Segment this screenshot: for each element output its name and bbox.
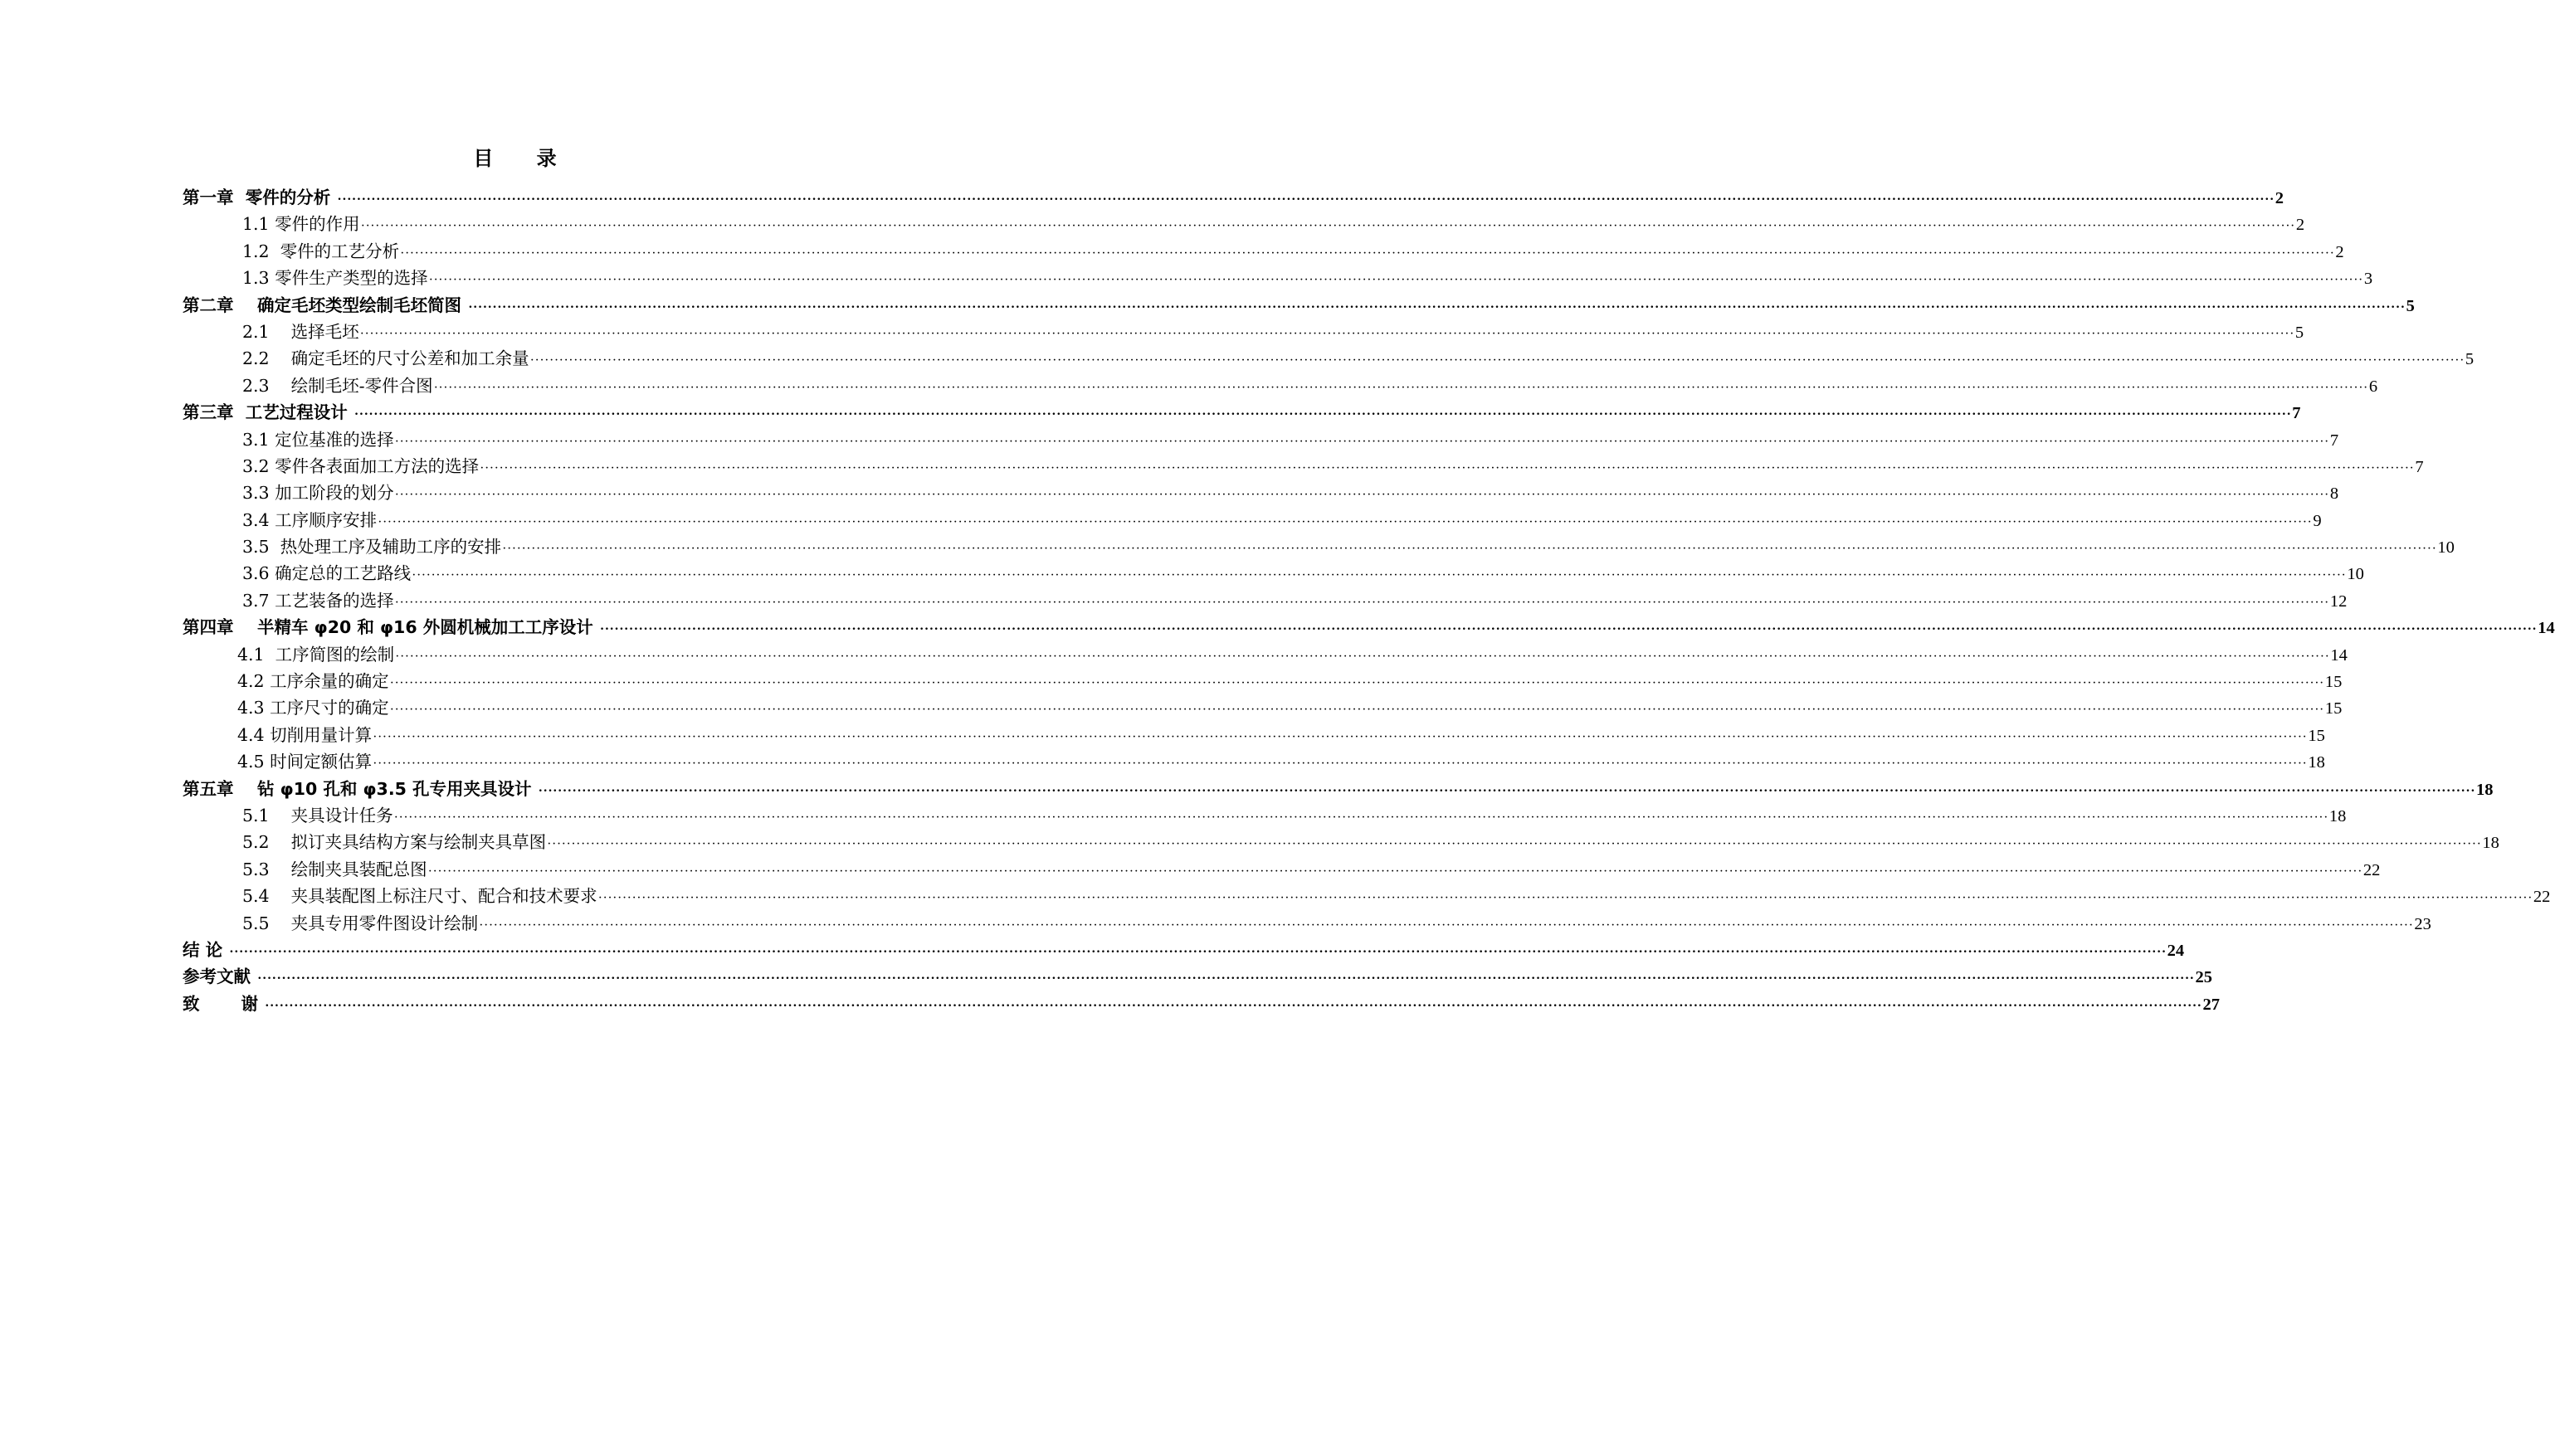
toc-section-entry — [183, 426, 2339, 453]
toc-entry-label: 1.3 零件生产类型的选择 — [242, 268, 428, 289]
toc-entry-label: 3.6 确定总的工艺路线 — [242, 563, 412, 584]
toc-section-entry — [183, 480, 2339, 506]
toc-section-entry — [183, 668, 2343, 694]
dot-leader: ················································································································································································································································································································································································································ — [427, 864, 2362, 879]
dot-leader: ················································································································································································································································································································································································································ — [373, 729, 2308, 744]
toc-page-number: 12 — [2329, 592, 2348, 611]
dot-leader: ················································································································································································································································································································································································································ — [394, 595, 2329, 610]
toc-entry-label: 5.4 夹具装配图上标注尺寸、配合和技术要求 — [242, 886, 597, 907]
dot-leader: ················································································································································································································································································································································································································ — [480, 460, 2415, 475]
toc-page-number: 3 — [2363, 270, 2373, 289]
toc-chapter-entry — [183, 292, 2415, 319]
dot-leader: ················································································································································································································································································································································································································ — [547, 837, 2482, 852]
toc-entry-label: 5.3 绘制夹具装配总图 — [242, 859, 427, 879]
toc-section-entry — [183, 265, 2373, 291]
dot-leader: ················································································································································································································································································································································································································ — [529, 353, 2465, 368]
dot-leader: ················································································································································································································································································································································································································ — [359, 326, 2294, 341]
toc-entry-label: 3.2 零件各表面加工方法的选择 — [242, 455, 480, 476]
toc-page-number: 7 — [2329, 431, 2339, 450]
toc-entry-label: 结 论 — [183, 939, 229, 960]
toc-entry-label: 第一章 零件的分析 — [183, 187, 337, 207]
toc-chapter-entry — [183, 963, 2213, 990]
dot-leader: ················································································································································································································································································································································································································ — [394, 488, 2329, 503]
toc-entry-label: 4.4 切削用量计算 — [237, 724, 373, 745]
dot-leader: ················································································································································································································································································································································································································ — [597, 891, 2533, 906]
toc-page-number: 18 — [2328, 806, 2347, 825]
toc-entry-label: 2.3 绘制毛坯-零件合图 — [242, 375, 433, 396]
toc-page-number: 2 — [2275, 189, 2284, 207]
toc-entry-label: 致 谢 — [183, 993, 265, 1014]
toc-entry-label: 4.2 工序余量的确定 — [237, 671, 389, 692]
dot-leader: ················································································································································································································································································································································································································ — [389, 703, 2324, 718]
toc-page-number: 5 — [2294, 323, 2304, 342]
dot-leader: ················································································································································································································································································································································································································ — [502, 542, 2437, 557]
toc-entry-label: 第四章 半精车 φ20 和 φ16 外圆机械加工工序设计 — [183, 617, 599, 638]
toc-page-number: 22 — [2362, 860, 2381, 879]
toc-section-entry — [183, 211, 2305, 237]
toc-page-number: 2 — [2295, 216, 2305, 235]
toc-entry-label: 3.1 定位基准的选择 — [242, 429, 394, 450]
toc-section-entry — [183, 748, 2325, 775]
dot-leader: ················································································································································································································································································································································································································ — [468, 299, 2406, 314]
toc-entry-label: 3.5 热处理工序及辅助工序的安排 — [242, 537, 502, 558]
toc-page-number: 14 — [2538, 619, 2555, 638]
toc-entry-label: 3.7 工艺装备的选择 — [242, 590, 394, 611]
toc-page-number: 10 — [2347, 565, 2364, 584]
toc-entry-label: 参考文献 — [183, 967, 257, 987]
toc-page-number: 10 — [2437, 538, 2455, 558]
toc-page-number: 24 — [2167, 941, 2185, 960]
toc-entry-label: 第三章 工艺过程设计 — [183, 402, 354, 423]
dot-leader: ················································································································································································································································································································································································································ — [373, 757, 2308, 772]
toc-section-entry — [183, 829, 2499, 855]
toc-page-number: 15 — [2324, 699, 2343, 718]
toc-page-number: 15 — [2308, 726, 2325, 745]
table-of-contents — [183, 184, 2555, 1017]
toc-page-number: 9 — [2313, 511, 2322, 530]
dot-leader: ················································································································································································································································································································································································································ — [479, 918, 2414, 933]
toc-chapter-entry — [183, 776, 2494, 802]
toc-entry-label: 4.5 时间定额估算 — [237, 752, 373, 772]
toc-chapter-entry — [183, 614, 2555, 640]
toc-chapter-entry — [183, 399, 2301, 426]
toc-page-number: 8 — [2329, 485, 2339, 504]
dot-leader: ················································································································································································································································································································································································································ — [394, 434, 2329, 449]
toc-entry-label: 5.1 夹具设计任务 — [242, 805, 393, 825]
toc-page-number: 6 — [2368, 377, 2378, 396]
toc-entry-label: 5.5 夹具专用零件图设计绘制 — [242, 913, 479, 933]
dot-leader: ················································································································································································································································································································································································································ — [389, 676, 2324, 691]
dot-leader: ················································································································································································································································································································································································································ — [395, 649, 2330, 664]
toc-page-number: 18 — [2476, 780, 2494, 799]
toc-entry-label: 第二章 确定毛坯类型绘制毛坯简图 — [183, 295, 468, 315]
toc-page-number: 25 — [2195, 968, 2213, 987]
dot-leader: ················································································································································································································································································································································································································ — [412, 568, 2347, 583]
toc-page-number: 7 — [2292, 404, 2301, 423]
toc-page-number: 15 — [2324, 673, 2343, 692]
dot-leader: ················································································································································································································································································································································································································ — [599, 622, 2538, 637]
toc-section-entry — [183, 319, 2304, 345]
dot-leader: ················································································································································································································································································································································································································ — [538, 783, 2476, 798]
toc-section-entry — [183, 587, 2348, 614]
dot-leader: ················································································································································································································································································································································································································ — [433, 380, 2368, 395]
toc-entry-label: 4.1 工序简图的绘制 — [237, 644, 395, 665]
toc-entry-label: 2.1 选择毛坯 — [242, 321, 359, 342]
dot-leader: ················································································································································································································································································································································································································ — [265, 998, 2202, 1013]
dot-leader: ················································································································································································································································································································································································································ — [428, 273, 2363, 288]
toc-section-entry — [183, 694, 2343, 721]
toc-chapter-entry — [183, 184, 2284, 211]
toc-section-entry — [183, 560, 2364, 587]
toc-entry-label: 3.4 工序顺序安排 — [242, 509, 378, 530]
dot-leader: ················································································································································································································································································································································································································ — [378, 514, 2313, 529]
toc-page-number: 18 — [2482, 834, 2499, 853]
toc-page-number: 18 — [2308, 753, 2325, 772]
dot-leader: ················································································································································································································································································································································································································ — [400, 246, 2335, 261]
toc-page-number: 5 — [2465, 350, 2475, 369]
toc-section-entry — [183, 802, 2347, 829]
dot-leader: ················································································································································································································································································································································································································ — [393, 810, 2328, 825]
toc-section-entry — [183, 722, 2325, 748]
toc-page-number: 14 — [2330, 645, 2348, 665]
toc-page-number: 7 — [2415, 457, 2424, 476]
toc-chapter-entry — [183, 991, 2220, 1017]
toc-entry-label: 第五章 钻 φ10 孔和 φ3.5 孔专用夹具设计 — [183, 778, 538, 799]
toc-chapter-entry — [183, 937, 2185, 963]
toc-section-entry — [183, 345, 2475, 372]
toc-section-entry — [183, 453, 2424, 480]
toc-section-entry — [183, 883, 2551, 909]
toc-page-number: 5 — [2406, 296, 2415, 315]
toc-page-number: 27 — [2202, 995, 2220, 1014]
toc-entry-label: 5.2 拟订夹具结构方案与绘制夹具草图 — [242, 832, 547, 853]
toc-entry-label: 4.3 工序尺寸的确定 — [237, 698, 389, 718]
toc-section-entry — [183, 373, 2378, 399]
dot-leader: ················································································································································································································································································································································································································ — [360, 219, 2295, 234]
toc-entry-label: 3.3 加工阶段的划分 — [242, 483, 394, 504]
toc-section-entry — [183, 507, 2322, 533]
toc-page-number: 22 — [2533, 888, 2551, 907]
dot-leader: ················································································································································································································································································································································································································ — [257, 971, 2195, 986]
toc-section-entry — [183, 856, 2381, 883]
dot-leader: ················································································································································································································································································································································································································ — [354, 407, 2292, 422]
toc-section-entry — [183, 910, 2431, 937]
toc-section-entry — [183, 533, 2455, 560]
toc-page-number: 23 — [2414, 914, 2431, 933]
dot-leader: ················································································································································································································································································································································································································ — [337, 192, 2275, 207]
dot-leader: ················································································································································································································································································································································································································ — [229, 944, 2167, 959]
toc-section-entry — [183, 641, 2348, 668]
toc-entry-label: 1.2 零件的工艺分析 — [242, 241, 400, 261]
toc-title: 目 录 — [473, 147, 575, 170]
toc-entry-label: 2.2 确定毛坯的尺寸公差和加工余量 — [242, 348, 529, 369]
toc-page-number: 2 — [2335, 242, 2344, 261]
toc-entry-label: 1.1 零件的作用 — [242, 214, 360, 235]
toc-section-entry — [183, 238, 2344, 265]
